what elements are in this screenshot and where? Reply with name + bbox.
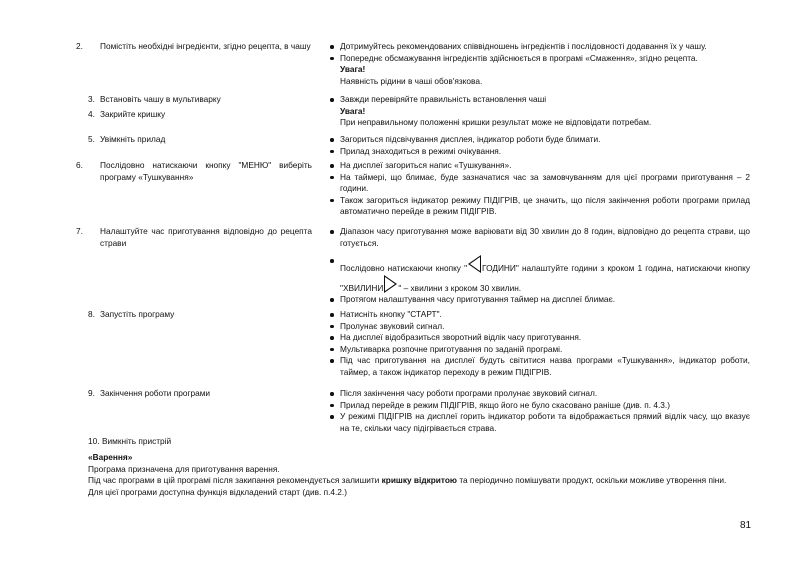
hours-button-icon	[468, 255, 481, 273]
step-7-instruction: 7. Налаштуйте час приготування відповідно до рецепта страви	[76, 226, 312, 248]
list-item: Пролунає звуковий сигнал.	[330, 321, 750, 333]
list-item: Також загориться індикатор режиму ПІДІГРІВ, це значить, що після закінчення роботи програми прилад автоматично перейде в режим ПІДІГРІВ.	[330, 195, 750, 218]
list-item: Прилад знаходиться в режимі очікування.	[330, 146, 750, 158]
step-2-notes	[330, 41, 750, 87]
list-item: Протягом налаштування часу приготування таймер на дисплеї блимає.	[330, 294, 750, 306]
warning-title: Увага!	[340, 64, 366, 74]
step-6-instruction: 6. Послідовно натискаючи кнопку "МЕНЮ" виберіть програму «Тушкування»	[76, 160, 312, 182]
list-item: Під час приготування на дисплеї будуть світитися назва програми «Тушкування», індикатор роботи, таймер, а також індикатор переходу в режим ПІДІГРІВ.	[330, 355, 750, 378]
step-10-instruction: 10. Вимкніть пристрій	[88, 436, 172, 446]
warning-text: Наявність рідини в чаші обов'язкова.	[340, 75, 483, 86]
step-9-notes	[330, 388, 750, 434]
list-item: На дисплеї відобразиться зворотний відлік часу приготування.	[330, 332, 750, 344]
list-item: Завжди перевіряйте правильність встановлення чаші	[330, 94, 750, 106]
list-item: Попереднє обсмажування інгредієнтів здійснюється в програмі «Смаження», згідно рецепта.	[330, 53, 750, 65]
list-item: Послідовно натискаючи кнопку " ГОДИНИ" налаштуйте години з кроком 1 година, натискаючи кнопку "ХВИЛИНИ " – хвилини з кроком 30 хвилин.	[330, 255, 750, 294]
list-item: Діапазон часу приготування може варіювати від 30 хвилин до 8 годин, відповідно до рецепта страви, що готується.	[330, 226, 750, 249]
step-3-4-notes	[330, 94, 750, 129]
step-9-instruction: 9. Закінчення роботи програми	[88, 388, 211, 398]
step-3-4-instruction: 3. Встановіть чашу в мультиварку 4. Закрийте кришку	[88, 94, 221, 119]
minutes-button-icon	[384, 275, 397, 293]
step-7-notes	[330, 226, 750, 306]
list-item: Дотримуйтесь рекомендованих співвідношень інгредієнтів і послідовності додавання їх у чашу.	[330, 41, 750, 53]
section-title: «Варення»	[88, 452, 133, 462]
list-item: Прилад перейде в режим ПІДІГРІВ, якщо його не було скасовано раніше (див. п. 4.3.)	[330, 400, 750, 412]
list-item: Натисніть кнопку "СТАРТ".	[330, 309, 750, 321]
jam-section	[88, 452, 750, 498]
step-6-notes	[330, 160, 750, 218]
warning-title: Увага!	[340, 105, 366, 116]
list-item: Мультиварка розпочне приготування по заданій програмі.	[330, 344, 750, 356]
list-item: На дисплеї загориться напис «Тушкування».	[330, 160, 750, 172]
list-item: Загориться підсвічування дисплея, індикатор роботи буде блимати.	[330, 134, 750, 146]
page-number: 81	[740, 520, 752, 531]
step-8-notes	[330, 309, 750, 378]
section-line-3: Для цієї програми доступна функція відкладений старт (див. п.4.2.)	[88, 486, 347, 497]
step-2-instruction: 2. Помістіть необхідні інгредієнти, згідно рецепта, в чашу	[76, 41, 311, 51]
step-5-instruction: 5. Увімкніть прилад	[88, 134, 166, 144]
step-8-instruction: 8. Запустіть програму	[88, 309, 175, 319]
section-line-1: Програма призначена для приготування варення.	[88, 463, 280, 474]
list-item: На таймері, що блимає, буде зазначатися час за замовчуванням для цієї програми приготування – 2 години.	[330, 172, 750, 195]
warning-text: При неправильному положенні кришки результат може не відповідати потребам.	[340, 117, 652, 127]
list-item: Після закінчення часу роботи програми пролунає звуковий сигнал.	[330, 388, 750, 400]
list-item: У режимі ПІДІГРІВ на дисплеї горить індикатор роботи та відображається прямий відлік часу, що вказує на те, скільки часу підігрівається страва.	[330, 411, 750, 434]
section-line-2: Під час програми в цій програмі після закипання рекомендується залишити кришку відкритою та періодично помішувати продукт, оскільки можливе утворення піни.	[88, 475, 727, 485]
step-5-notes	[330, 134, 750, 157]
